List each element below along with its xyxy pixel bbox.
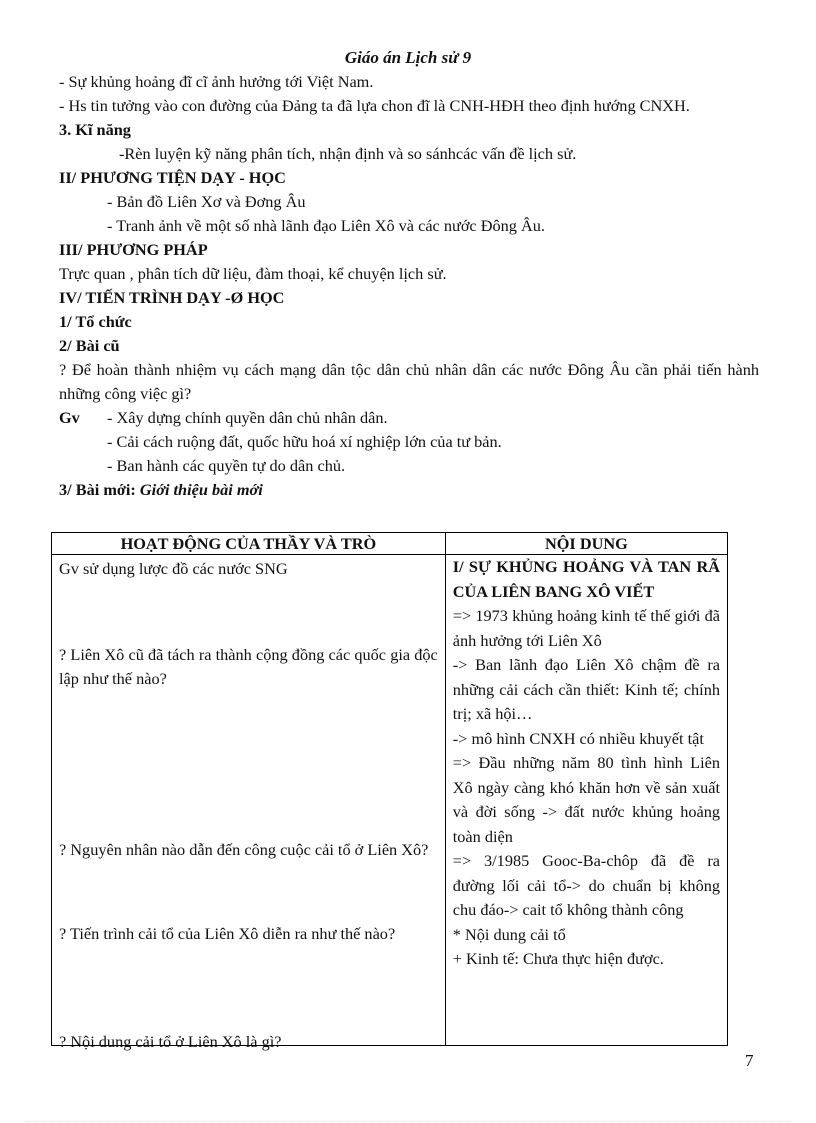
document-body — [59, 70, 759, 502]
content-item: => 3/1985 Gooc-Ba-chôp đã đề ra đường lối cải tổ-> do chuẩn bị không chu đáo-> cait tổ không thành công — [452, 851, 720, 919]
process-heading: IV/ TIẾN TRÌNH DẠY -Ø HỌC — [59, 288, 285, 307]
answer-item: - Cải cách ruộng đất, quốc hữu hoá xí nghiệp lớn của tư bản. — [107, 432, 502, 451]
content-item: => Đầu những năm 80 tình hình Liên Xô ngày càng khó khăn hơn về sản xuất và đời sống -> đất nước khủng hoảng toàn diện — [452, 753, 720, 846]
table-row — [52, 555, 728, 1046]
content-item: * Nội dung cải tổ — [452, 924, 566, 944]
activity-cell — [52, 555, 446, 1051]
question-item: ? Nội dung cải tổ ở Liên Xô là gì? — [59, 1032, 282, 1051]
new-lesson-line — [59, 478, 759, 502]
teacher-note: Gv sử dụng lược đồ các nước SNG — [59, 559, 288, 578]
means-item: - Bản đồ Liên Xơ và Đơng Âu — [107, 192, 306, 211]
header-content: NỘI DUNG — [445, 533, 727, 555]
content-item: -> mô hình CNXH có nhiều khuyết tật — [452, 728, 704, 748]
method-heading: III/ PHƯƠNG PHÁP — [59, 240, 208, 259]
organization-heading: 1/ Tổ chức — [59, 312, 132, 331]
page-number: 7 — [745, 1051, 754, 1070]
intro-line: - Hs tin tưởng vào con đường của Đảng ta đã lựa chon đĩ là CNH-HĐH theo định hướng CNXH. — [59, 96, 690, 115]
table-header-row — [52, 533, 728, 555]
gv-label: Gv — [59, 408, 80, 427]
content-item: => 1973 khủng hoảng kinh tế thế giới đã ảnh hưởng tới Liên Xô — [452, 606, 720, 650]
new-lesson-intro: Giới thiệu bài mới — [139, 480, 263, 499]
means-heading: II/ PHƯƠNG TIỆN DẠY - HỌC — [59, 168, 286, 187]
footer-divider — [25, 1121, 791, 1122]
answer-item: - Ban hành các quyền tự do dân chủ. — [107, 456, 346, 475]
skills-text: -Rèn luyện kỹ năng phân tích, nhận định và so sánhcác vấn đề lịch sử. — [119, 144, 577, 163]
answer-item: - Xây dựng chính quyền dân chủ nhân dân. — [107, 408, 388, 427]
means-item: - Tranh ảnh về một số nhà lãnh đạo Liên Xô và các nước Đông Âu. — [107, 216, 545, 235]
question-item: ? Nguyên nhân nào dẫn đến công cuộc cải tổ ở Liên Xô? — [59, 840, 429, 859]
old-lesson-heading: 2/ Bài cũ — [59, 336, 120, 355]
content-heading: I/ SỰ KHỦNG HOẢNG VÀ TAN RÃ CỦA LIÊN BANG XÔ VIẾT — [452, 557, 720, 601]
old-lesson-question: ? Để hoàn thành nhiệm vụ cách mạng dân tộc dân chủ nhân dân các nước Đông Âu cần phải tiến hành những công việc gì? — [59, 360, 759, 403]
question-item: ? Liên Xô cũ đã tách ra thành cộng đồng các quốc gia độc lập như thế nào? — [59, 645, 438, 688]
lesson-table — [51, 532, 728, 1051]
question-item: ? Tiến trình cải tổ của Liên Xô diễn ra như thế nào? — [59, 924, 396, 943]
header-activity: HOẠT ĐỘNG CỦA THẦY VÀ TRÒ — [52, 533, 446, 555]
content-item: + Kinh tế: Chưa thực hiện được. — [452, 949, 664, 968]
content-cell — [445, 555, 727, 1046]
intro-line: - Sự khủng hoảng đĩ cĩ ảnh hưởng tới Việt Nam. — [59, 72, 374, 91]
skills-heading: 3. Kĩ năng — [59, 120, 131, 139]
content-item: -> Ban lãnh đạo Liên Xô chậm đề ra những cải cách cần thiết: Kinh tế; chính trị; xã hội… — [452, 655, 720, 723]
new-lesson-label: 3/ Bài mới: — [59, 480, 140, 499]
method-text: Trực quan , phân tích dữ liệu, đàm thoại, kể chuyện lịch sử. — [59, 264, 447, 283]
page-title: Giáo án Lịch sử 9 — [344, 48, 472, 67]
teacher-answer — [59, 406, 759, 430]
